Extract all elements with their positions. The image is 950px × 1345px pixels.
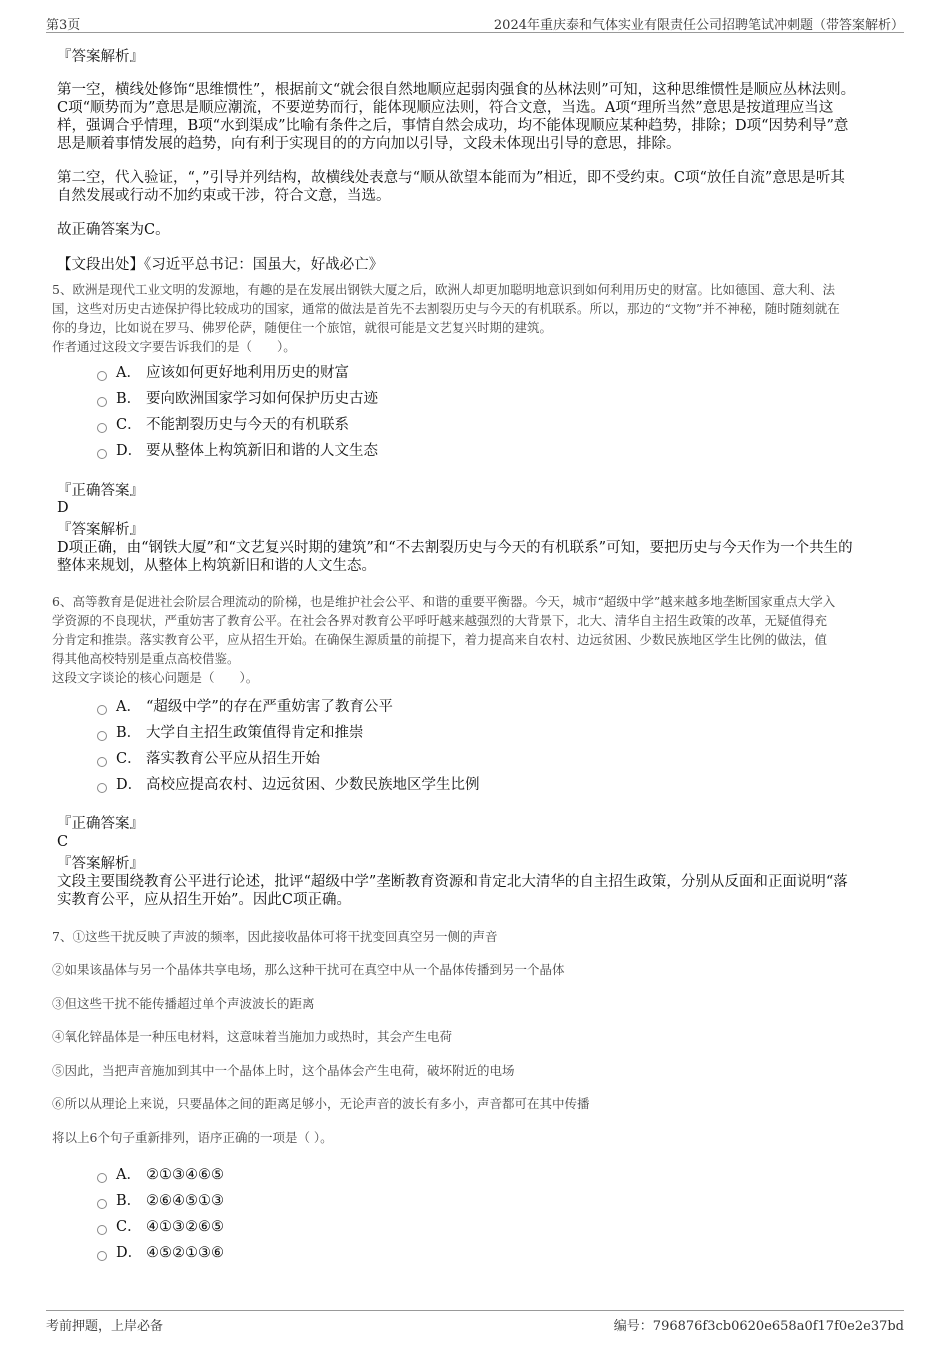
q5-answer: D	[57, 500, 69, 516]
radio-icon[interactable]	[97, 1225, 107, 1235]
radio-icon[interactable]	[97, 423, 107, 433]
radio-icon[interactable]	[97, 449, 107, 459]
q5-stem: 5、欧洲是现代工业文明的发源地，有趣的是在发展出钢铁大厦之后，欧洲人却更加聪明地意识到如何利用历史的财富。比如德国、意大利、法 国，这些对历史古迹保护得比较成功的国家，通常的做法是首先不去割裂历史与今天的有机联系。所以，那边的“文物”并不神秘，随时随刻就在 你的身边，比如说在罗马、佛罗伦萨，随便住一个旅馆，就很可能是文艺复兴时期的建筑。 作者通过这段文字要告诉我们的是（ ）。	[52, 282, 840, 354]
page-footer	[46, 1310, 904, 1337]
radio-icon[interactable]	[97, 783, 107, 793]
q6-analysis-heading: 『答案解析』	[57, 856, 144, 872]
q4-conclusion: 故正确答案为C。	[57, 222, 170, 238]
q7-sentence-6: ⑥所以从理论上来说，只要晶体之间的距离足够小，无论声音的波长有多小，声音都可在其中传播	[52, 1096, 590, 1111]
q5-answer-heading: 『正确答案』	[57, 483, 144, 499]
q7-sentence-5: ⑤因此，当把声音施加到其中一个晶体上时，这个晶体会产生电荷，破坏附近的电场	[52, 1063, 515, 1078]
radio-icon[interactable]	[97, 1251, 107, 1261]
q6-option-c[interactable]: C． 落实教育公平应从招生开始	[97, 747, 320, 767]
q4-analysis-heading: 『答案解析』	[57, 49, 144, 65]
q6-option-d[interactable]: D． 高校应提高农村、边远贫困、少数民族地区学生比例	[97, 773, 480, 793]
q7-option-d[interactable]: D． ④⑤②①③⑥	[97, 1241, 224, 1261]
q7-option-b[interactable]: B． ②⑥④⑤①③	[97, 1189, 224, 1209]
q5-analysis-heading: 『答案解析』	[57, 522, 144, 538]
q7-sentence-2: ②如果该晶体与另一个晶体共享电场，那么这种干扰可在真空中从一个晶体传播到另一个晶体	[52, 962, 565, 977]
page-number: 第3页	[46, 18, 81, 33]
radio-icon[interactable]	[97, 371, 107, 381]
page-header	[46, 14, 904, 33]
q5-option-d[interactable]: D． 要从整体上构筑新旧和谐的人文生态	[97, 439, 378, 459]
q5-option-a[interactable]: A． 应该如何更好地利用历史的财富	[97, 361, 349, 381]
q6-option-b[interactable]: B． 大学自主招生政策值得肯定和推崇	[97, 721, 364, 741]
document-code: 编号：796876f3cb0620e658a0f17f0e2e37bd	[613, 1319, 904, 1334]
q6-analysis: 文段主要围绕教育公平进行论述，批评“超级中学”垄断教育资源和肯定北大清华的自主招生政策，分别从反面和正面说明“落 实教育公平，应从招生开始”。因此C项正确。	[57, 874, 848, 908]
radio-icon[interactable]	[97, 1173, 107, 1183]
q7-option-a[interactable]: A． ②①③④⑥⑤	[97, 1163, 224, 1183]
document-title: 2024年重庆泰和气体实业有限责任公司招聘笔试冲刺题（带答案解析）	[493, 18, 904, 33]
q6-stem: 6、高等教育是促进社会阶层合理流动的阶梯，也是维护社会公平、和谐的重要平衡器。今天，城市“超级中学”越来越多地垄断国家重点大学入 学资源的不良现状，严重妨害了教育公平。在社会各界对教育公平呼吁越来越强烈的大背景下，北大、清华自主招生政策的改革，无疑值得充 分肯定和推崇。落实教育公平，应从招生开始。在确保生源质量的前提下，着力提高来自农村、边远贫困、少数民族地区学生比例的做法，值 得其他高校特别是重点高校借鉴。 这段文字谈论的核心问题是（ ）。	[52, 594, 836, 685]
radio-icon[interactable]	[97, 731, 107, 741]
q5-analysis: D项正确，由“钢铁大厦”和“文艺复兴时期的建筑”和“不去割裂历史与今天的有机联系”可知，要把历史与今天作为一个共生的 整体来规划，从整体上构筑新旧和谐的人文生态。	[57, 540, 853, 574]
footer-slogan: 考前押题，上岸必备	[46, 1319, 164, 1334]
radio-icon[interactable]	[97, 397, 107, 407]
radio-icon[interactable]	[97, 1199, 107, 1209]
q6-option-a[interactable]: A． “超级中学”的存在严重妨害了教育公平	[97, 695, 393, 715]
q5-option-b[interactable]: B． 要向欧洲国家学习如何保护历史古迹	[97, 387, 378, 407]
q7-sentence-4: ④氧化锌晶体是一种压电材料，这意味着当施加力或热时，其会产生电荷	[52, 1029, 453, 1044]
q6-answer-heading: 『正确答案』	[57, 816, 144, 832]
radio-icon[interactable]	[97, 705, 107, 715]
q4-analysis-para1: 第一空，横线处修饰“思维惯性”，根据前文“就会很自然地顺应起弱肉强食的丛林法则”可知，这种思维惯性是顺应丛林法则。 C项“顺势而为”意思是顺应潮流，不要逆势而行，能体现顺应法则，符合文意，当选。A项“理所当然”意思是按道理应当这 样，强调合乎情理，B项“水到渠成”比喻有条件之后，事情自然会成功，均不能体现顺应某种趋势，排除；D项“因势利导”意 思是顺着事情发展的趋势，向有利于实现目的的方向加以引导，文段未体现出引导的意思，排除。	[57, 82, 856, 152]
q7-prompt: 将以上6个句子重新排列，语序正确的一项是（ ）。	[52, 1130, 333, 1145]
radio-icon[interactable]	[97, 757, 107, 767]
q5-option-c[interactable]: C． 不能割裂历史与今天的有机联系	[97, 413, 349, 433]
q7-option-c[interactable]: C． ④①③②⑥⑤	[97, 1215, 224, 1235]
q7-sentence-1: 7、①这些干扰反映了声波的频率，因此接收晶体可将干扰变回真空另一侧的声音	[52, 929, 498, 944]
q7-sentence-3: ③但这些干扰不能传播超过单个声波波长的距离	[52, 996, 315, 1011]
q4-source: 【文段出处】《习近平总书记：国虽大，好战必亡》	[57, 257, 384, 273]
q4-analysis-para2: 第二空，代入验证，“，”引导并列结构，故横线处表意与“顺从欲望本能而为”相近，即不受约束。C项“放任自流”意思是听其 自然发展或行动不加约束或干涉，符合文意，当选。	[57, 170, 845, 204]
q6-answer: C	[57, 834, 69, 850]
